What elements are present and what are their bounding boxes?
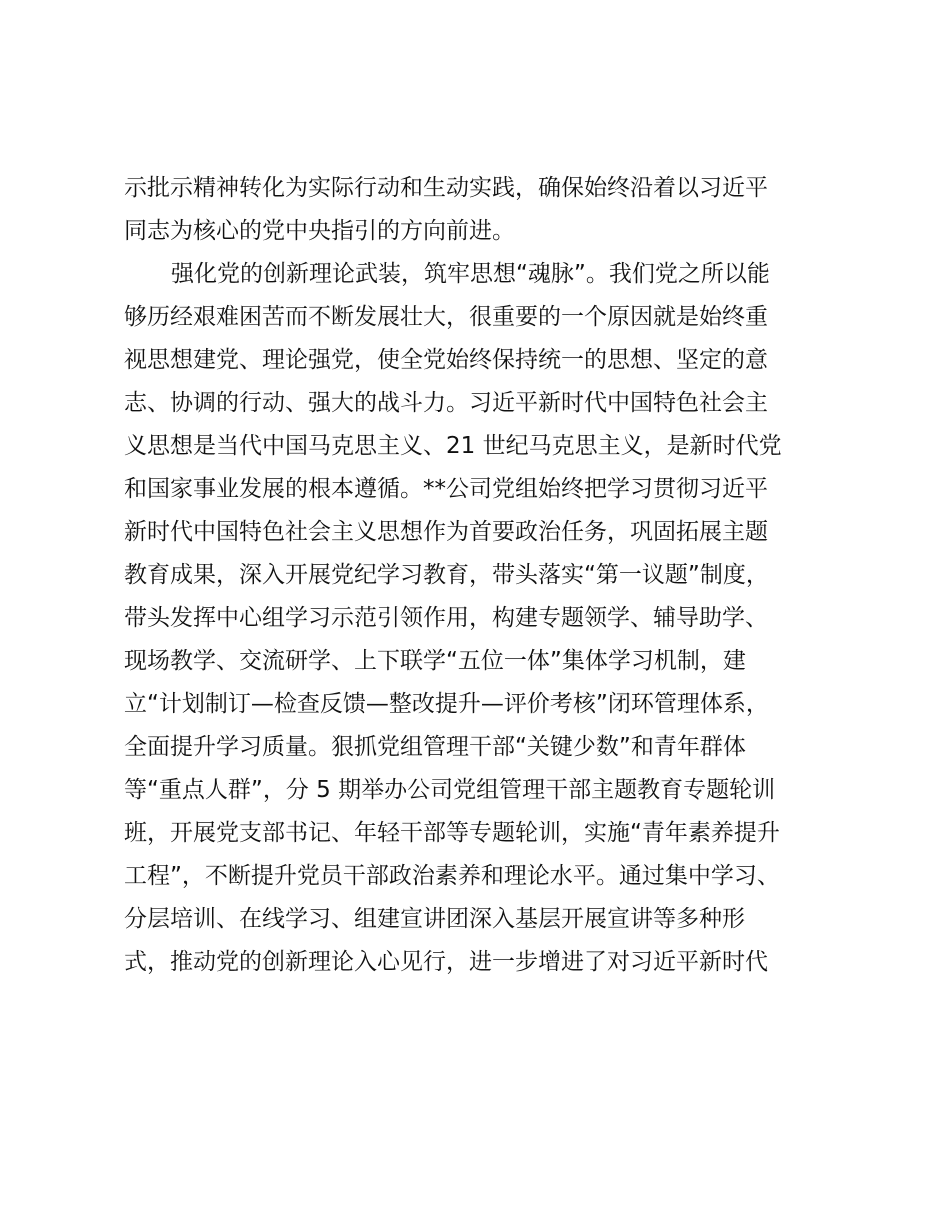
- text-line: 班，开展党支部书记、年轻干部等专题轮训，实施“青年素养提升: [124, 820, 780, 846]
- text-line: 分层培训、在线学习、组建宣讲团深入基层开展宣讲等多种形: [124, 906, 745, 932]
- text-line: 等“重点人群”，分 5 期举办公司党组管理干部主题教育专题轮训: [124, 777, 776, 803]
- text-line: 教育成果，深入开展党纪学习教育，带头落实“第一议题”制度，: [124, 562, 769, 588]
- text-line: 示批示精神转化为实际行动和生动实践，确保始终沿着以习近平: [124, 175, 768, 201]
- text-line: 义思想是当代中国马克思主义、21 世纪马克思主义，是新时代党: [124, 433, 782, 459]
- text-line: 新时代中国特色社会主义思想作为首要政治任务，巩固拓展主题: [124, 519, 768, 545]
- text-line: 现场教学、交流研学、上下联学“五位一体”集体学习机制，建: [124, 648, 746, 674]
- text-line: 全面提升学习质量。狠抓党组管理干部“关键少数”和青年群体: [124, 734, 746, 760]
- text-line: 带头发挥中心组学习示范引领作用，构建专题领学、辅导助学、: [124, 605, 768, 631]
- text-line: 够历经艰难困苦而不断发展壮大，很重要的一个原因就是始终重: [124, 304, 768, 330]
- text-line: 志、协调的行动、强大的战斗力。习近平新时代中国特色社会主: [124, 390, 768, 416]
- paragraph-first-line: 强化党的创新理论武装，筑牢思想“魂脉”。我们党之所以能: [171, 261, 770, 287]
- text-line: 同志为核心的党中央指引的方向前进。: [124, 218, 515, 244]
- text-line: 工程”，不断提升党员干部政治素养和理论水平。通过集中学习、: [124, 863, 780, 889]
- text-line: 式，推动党的创新理论入心见行，进一步增进了对习近平新时代: [124, 949, 768, 975]
- text-line: 视思想建党、理论强党，使全党始终保持统一的思想、坚定的意: [124, 347, 768, 373]
- text-line: 立“计划制订—检查反馈—整改提升—评价考核”闭环管理体系，: [124, 691, 769, 717]
- text-line: 和国家事业发展的根本遵循。**公司党组始终把学习贯彻习近平: [124, 476, 768, 502]
